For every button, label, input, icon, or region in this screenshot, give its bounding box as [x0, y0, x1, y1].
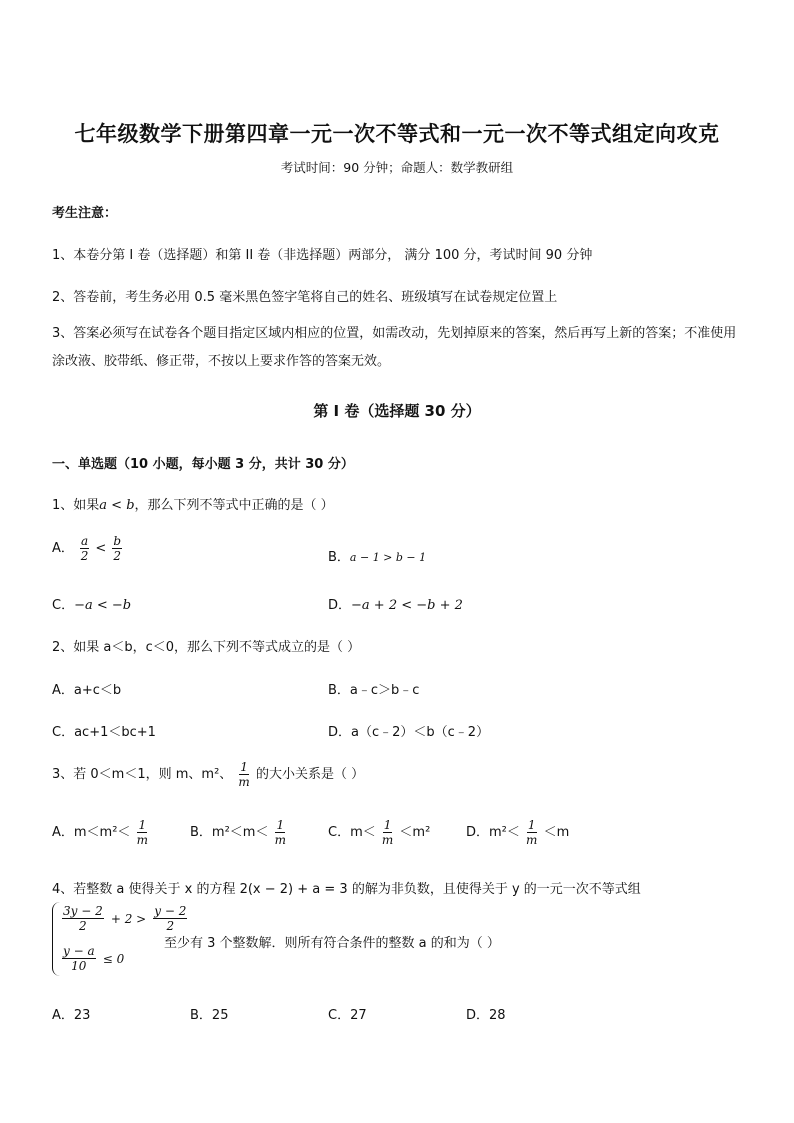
question-4-option-d: D．28	[466, 1008, 506, 1023]
question-1-stem: 1、如果a < b，那么下列不等式中正确的是（ ）	[52, 498, 334, 513]
question-2-stem: 2、如果 a＜b，c＜0，那么下列不等式成立的是（ ）	[52, 640, 361, 655]
page-subtitle: 考试时间：90 分钟；命题人：数学教研组	[280, 160, 514, 175]
question-3-option-c: C．m＜ $\frac{1}{m}$ ＜m²	[328, 818, 431, 847]
question-2-option-d: D．a（c﹣2）＜b（c﹣2）	[328, 725, 490, 740]
question-4-stem: 4、若整数 a 使得关于 x 的方程 2(x − 2) + a = 3 的解为非负数，且使得关于 y 的一元一次不等式组	[52, 882, 641, 897]
question-2-option-a: A．a+c＜b	[52, 683, 122, 698]
part-heading: 一、单选题（10 小题，每小题 3 分，共计 30 分）	[52, 457, 354, 472]
question-3-option-d: D．m²＜ $\frac{1}{m}$ ＜m	[466, 818, 570, 847]
question-4-option-b: B．25	[190, 1008, 229, 1023]
question-2-option-c: C．ac+1＜bc+1	[52, 725, 156, 740]
question-2-option-b: B．a﹣c＞b﹣c	[328, 683, 420, 698]
question-3-stem: 3、若 0＜m＜1，则 m、m²、 $\frac{1}{m}$ 的大小关系是（ ）	[52, 760, 365, 789]
question-1-option-b: B．a − 1 > b − 1	[328, 550, 427, 565]
question-4-option-c: C．27	[328, 1008, 367, 1023]
question-1-option-c: C．−a < −b	[52, 598, 132, 613]
question-4-option-a: A．23	[52, 1008, 91, 1023]
page-title: 七年级数学下册第四章一元一次不等式和一元一次不等式组定向攻克	[74, 121, 720, 146]
question-3-option-a: A．m＜m²＜ $\frac{1}{m}$	[52, 818, 148, 847]
notice-item-3: 3、答案必须写在试卷各个题目指定区域内相应的位置，如需改动，先划掉原来的答案，然后再写上新的答案；不准使用涂改液、胶带纸、修正带，不按以上要求作答的答案无效。	[52, 326, 737, 369]
question-4-stem-continued: 至少有 3 个整数解．则所有符合条件的整数 a 的和为（ ）	[164, 936, 500, 951]
inequality-1: $\frac{3y - 2}{2}$ + 2 > $\frac{y - 2}{2}$	[63, 904, 187, 933]
notice-item-1: 1、本卷分第 I 卷（选择题）和第 II 卷（非选择题）两部分， 满分 100 分，考试时间 90 分钟	[52, 248, 593, 263]
section-title: 第 I 卷（选择题 30 分）	[313, 402, 481, 420]
question-1-option-d: D．−a + 2 < −b + 2	[328, 598, 463, 613]
question-3-option-b: B．m²＜m＜ $\frac{1}{m}$	[190, 818, 286, 847]
inequality-2: $\frac{y - a}{10}$ ≤ 0	[63, 944, 125, 973]
question-1-option-a: A． $\frac{a}{2}$ < $\frac{b}{2}$	[52, 534, 122, 563]
notice-heading: 考生注意：	[52, 206, 118, 221]
notice-item-2: 2、答卷前，考生务必用 0.5 毫米黑色签字笔将自己的姓名、班级填写在试卷规定位置上	[52, 290, 558, 305]
